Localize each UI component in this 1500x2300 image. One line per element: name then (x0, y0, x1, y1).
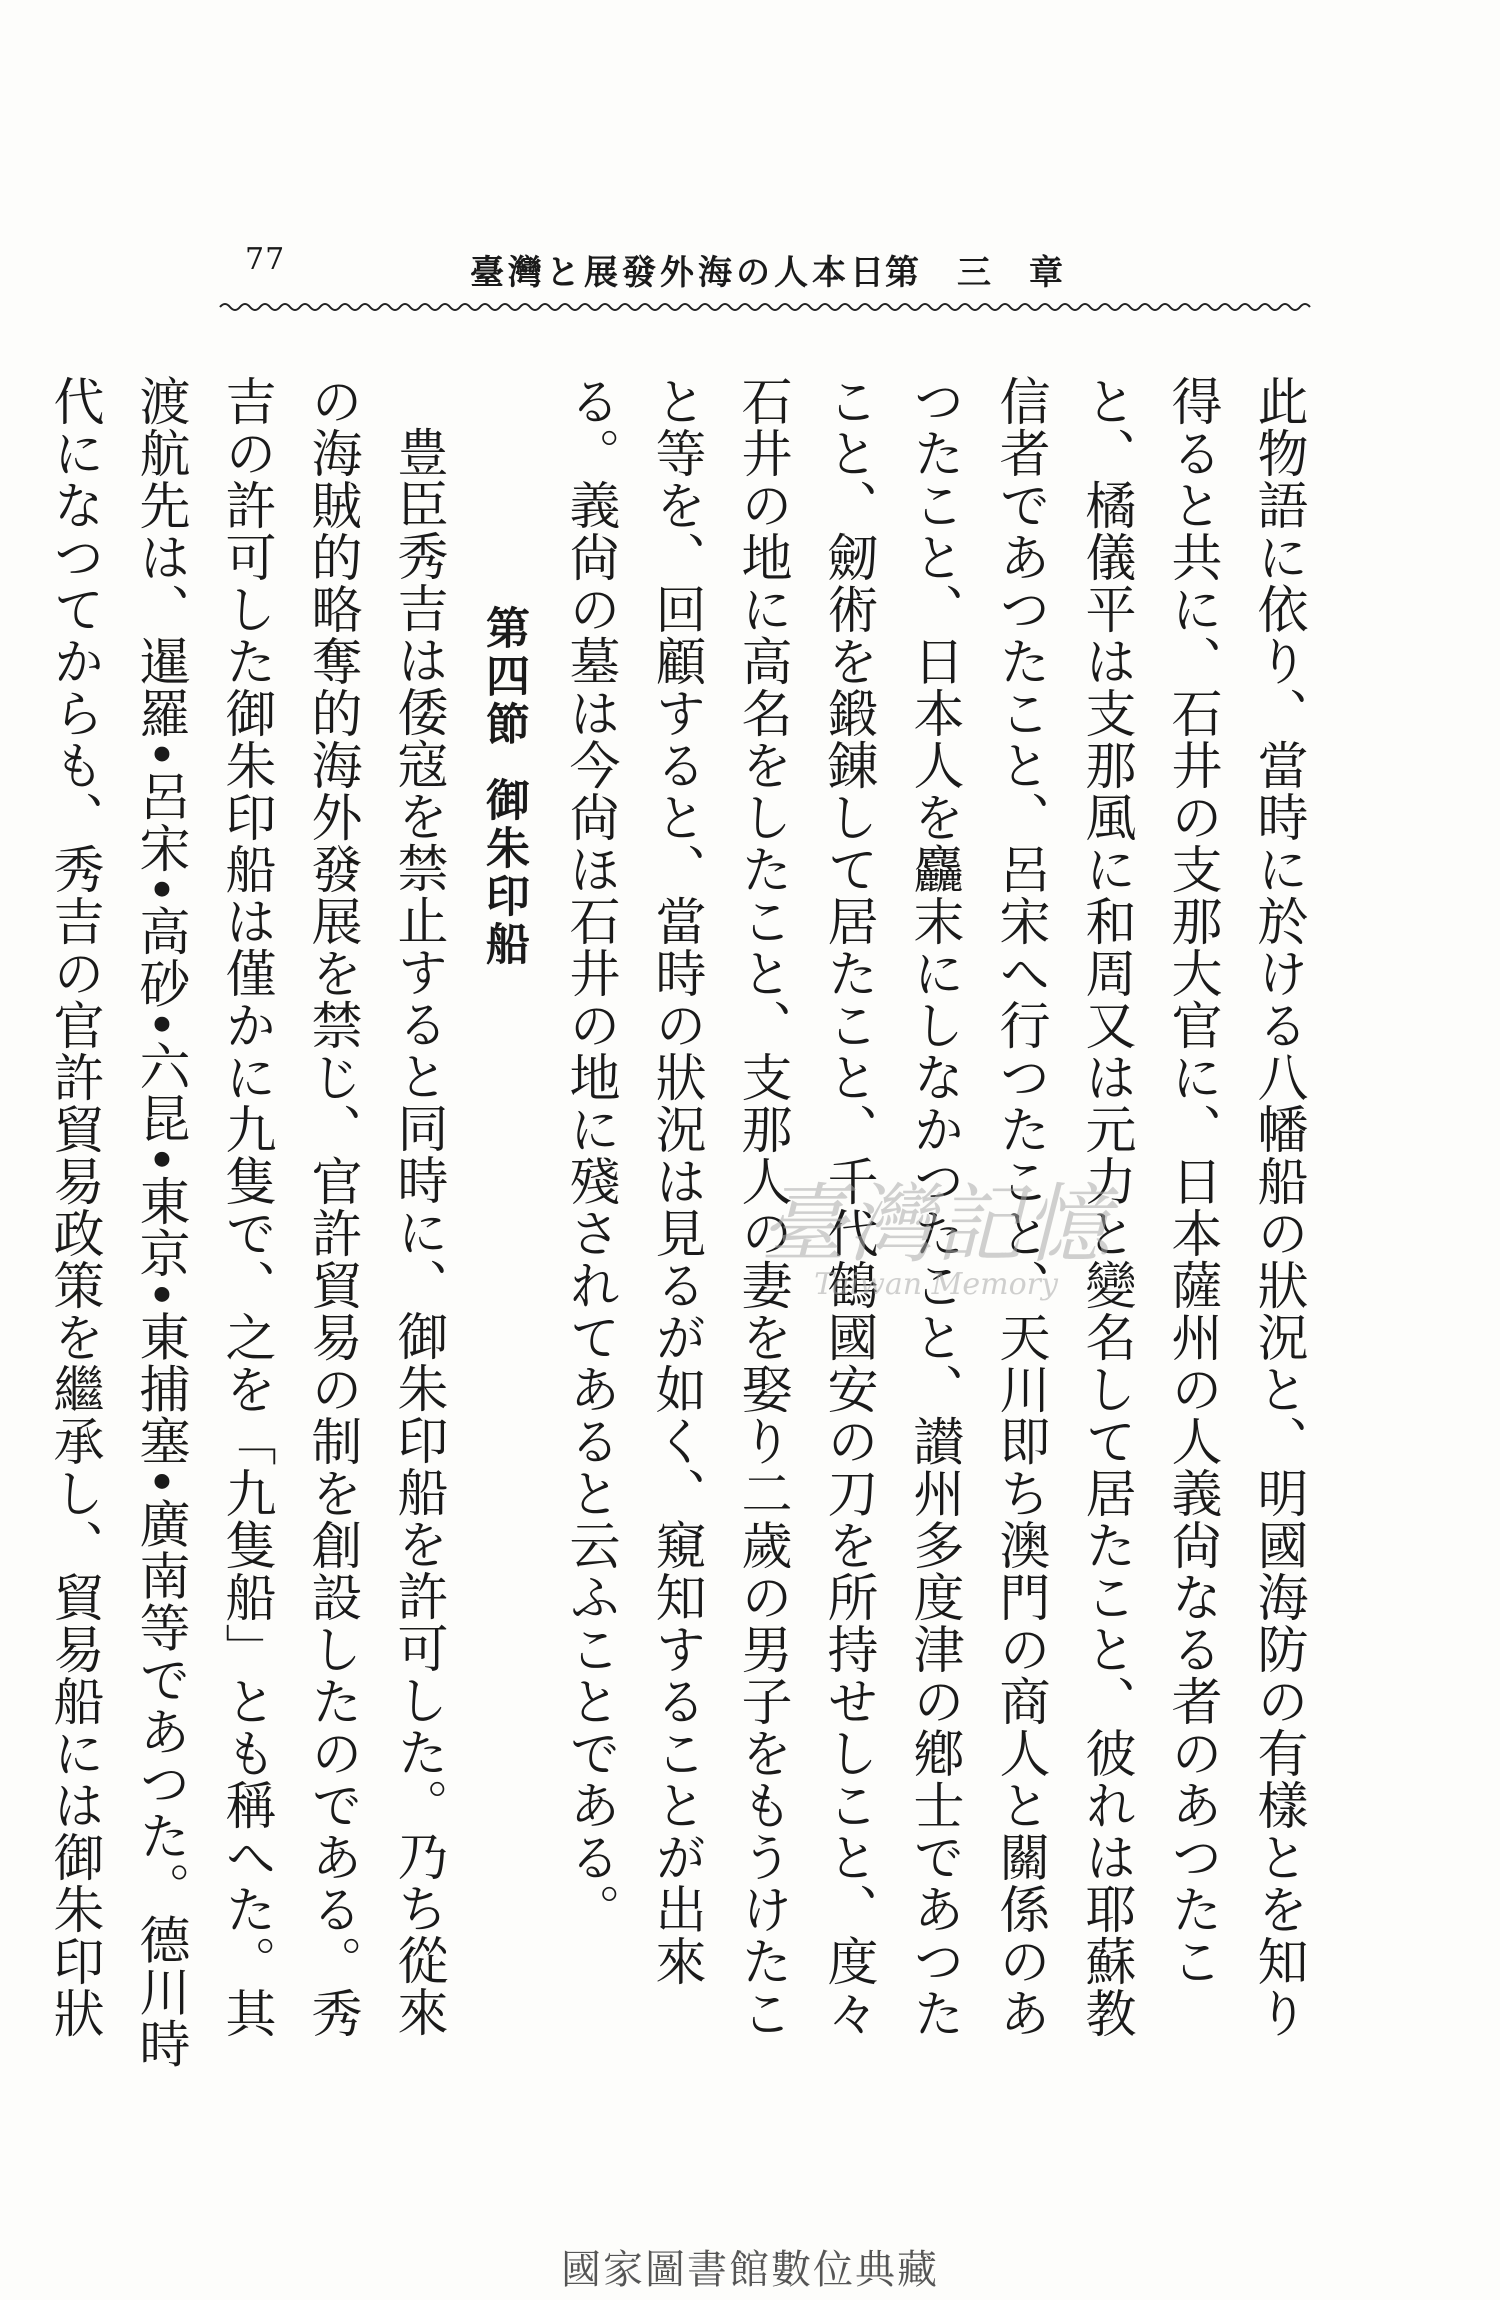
header-wavy-rule (220, 300, 1310, 314)
section-heading-number: 第四節 (478, 605, 529, 749)
body-paragraph: 此物語に依り、當時に於ける八幡船の狀況と、明國海防の有樣とを知り得ると共に、石井の支那大官に、日本薩州の人義尙なる者のあつたこと、橘儀平は支那風に和周又は元力と變名して居たこと、彼れは耶蘇教信者であつたこと、呂宋へ行つたこと、天川即ち澳門の商人と關係のあつたこと、日本人を麤末にしなかつたこと、讃州多度津の鄕士であつたこと、劒術を鍛錬して居たこと、千代鶴國安の刀を所持せしこと、度々石井の地に高名をしたこと、支那人の妻を娶り二歲の男子をもうけたこと等を、回顧すると、當時の狀況は見るが如く、窺知することが出來る。義尙の墓は今尙ほ石井の地に殘されてあると云ふことである。 (560, 375, 1307, 2039)
watermark-logo: 臺灣記憶 (760, 1175, 1112, 1275)
footer-archive-label: 國家圖書館數位典藏 (561, 2247, 939, 2293)
section-heading-title: 御朱印船 (478, 777, 529, 969)
page-number: 77 (245, 242, 286, 277)
running-header-chapter: 第三章 (885, 253, 1101, 293)
body-paragraph: 豊臣秀吉は倭寇を禁止すると同時に、御朱印船を許可した。乃ち從來の海賊的略奪的海外發展を禁じ、官許貿易の制を創設したのである。秀吉の許可した御朱印船は僅かに九隻で、之を「九隻船」とも稱へた。其渡航先は、暹羅•呂宋•高砂•六昆•東京•東捕塞•廣南等であつた。德川時代になつてからも、秀吉の官許貿易政策を繼承し、貿易船には御朱印狀 (44, 375, 447, 2070)
watermark (760, 1155, 1112, 1302)
running-header-title: 臺灣と展發外海の人本日 (470, 253, 888, 293)
section-heading (460, 375, 546, 2075)
watermark-subtitle: Taiwan Memory (814, 1267, 1058, 1302)
